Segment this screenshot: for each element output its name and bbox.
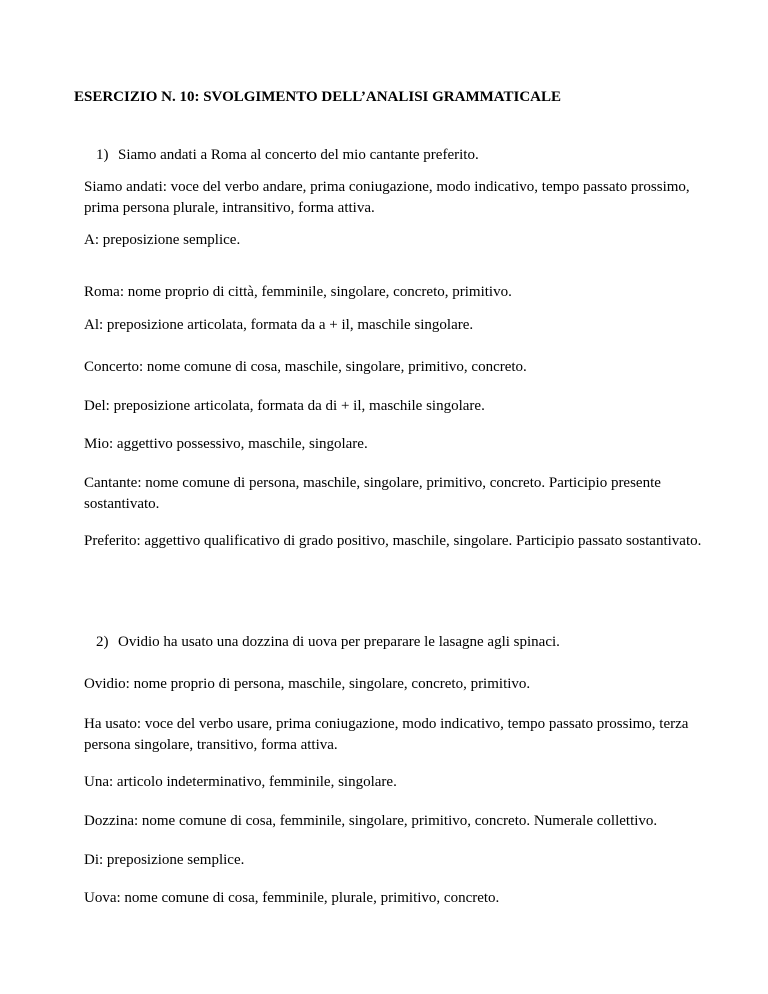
sentence-item-2 [84, 632, 704, 653]
analysis-paragraph: Una: articolo indeterminativo, femminile, singolare. [84, 774, 397, 790]
document-title: ESERCIZIO N. 10: SVOLGIMENTO DELL’ANALISI GRAMMATICALE [74, 89, 562, 105]
analysis-paragraph: Al: preposizione articolata, formata da a + il, maschile singolare. [84, 317, 474, 333]
sentence-item-1 [84, 145, 704, 166]
sentence-text: Ovidio ha usato una dozzina di uova per preparare le lasagne agli spinaci. [118, 634, 560, 650]
analysis-paragraph: Preferito: aggettivo qualificativo di grado positivo, maschile, singolare. Participio passato sostantivato. [84, 533, 702, 549]
analysis-paragraph: Del: preposizione articolata, formata da di + il, maschile singolare. [84, 398, 485, 414]
analysis-paragraph: Mio: aggettivo possessivo, maschile, singolare. [84, 436, 368, 452]
analysis-paragraph: Dozzina: nome comune di cosa, femminile, singolare, primitivo, concreto. Numerale collettivo. [84, 813, 658, 829]
analysis-paragraph: Ovidio: nome proprio di persona, maschile, singolare, concreto, primitivo. [84, 676, 531, 692]
analysis-paragraph: Concerto: nome comune di cosa, maschile, singolare, primitivo, concreto. [84, 359, 527, 375]
analysis-paragraph: Roma: nome proprio di città, femminile, singolare, concreto, primitivo. [84, 284, 512, 300]
analysis-paragraph: Uova: nome comune di cosa, femminile, plurale, primitivo, concreto. [84, 890, 500, 906]
sentence-text: Siamo andati a Roma al concerto del mio cantante preferito. [118, 147, 479, 163]
analysis-paragraph: A: preposizione semplice. [84, 232, 241, 248]
analysis-paragraph: Di: preposizione semplice. [84, 852, 245, 868]
sentence-number: 2) [96, 634, 109, 650]
analysis-paragraph: Cantante: nome comune di persona, maschile, singolare, primitivo, concreto. Participio presente sostantivato. [84, 475, 661, 512]
analysis-paragraph: Siamo andati: voce del verbo andare, prima coniugazione, modo indicativo, tempo passato prossimo, prima persona plurale, intransitivo, forma attiva. [84, 179, 690, 216]
sentence-number: 1) [96, 147, 109, 163]
analysis-paragraph: Ha usato: voce del verbo usare, prima coniugazione, modo indicativo, tempo passato prossimo, terza persona singolare, transitivo, forma attiva. [84, 716, 689, 753]
